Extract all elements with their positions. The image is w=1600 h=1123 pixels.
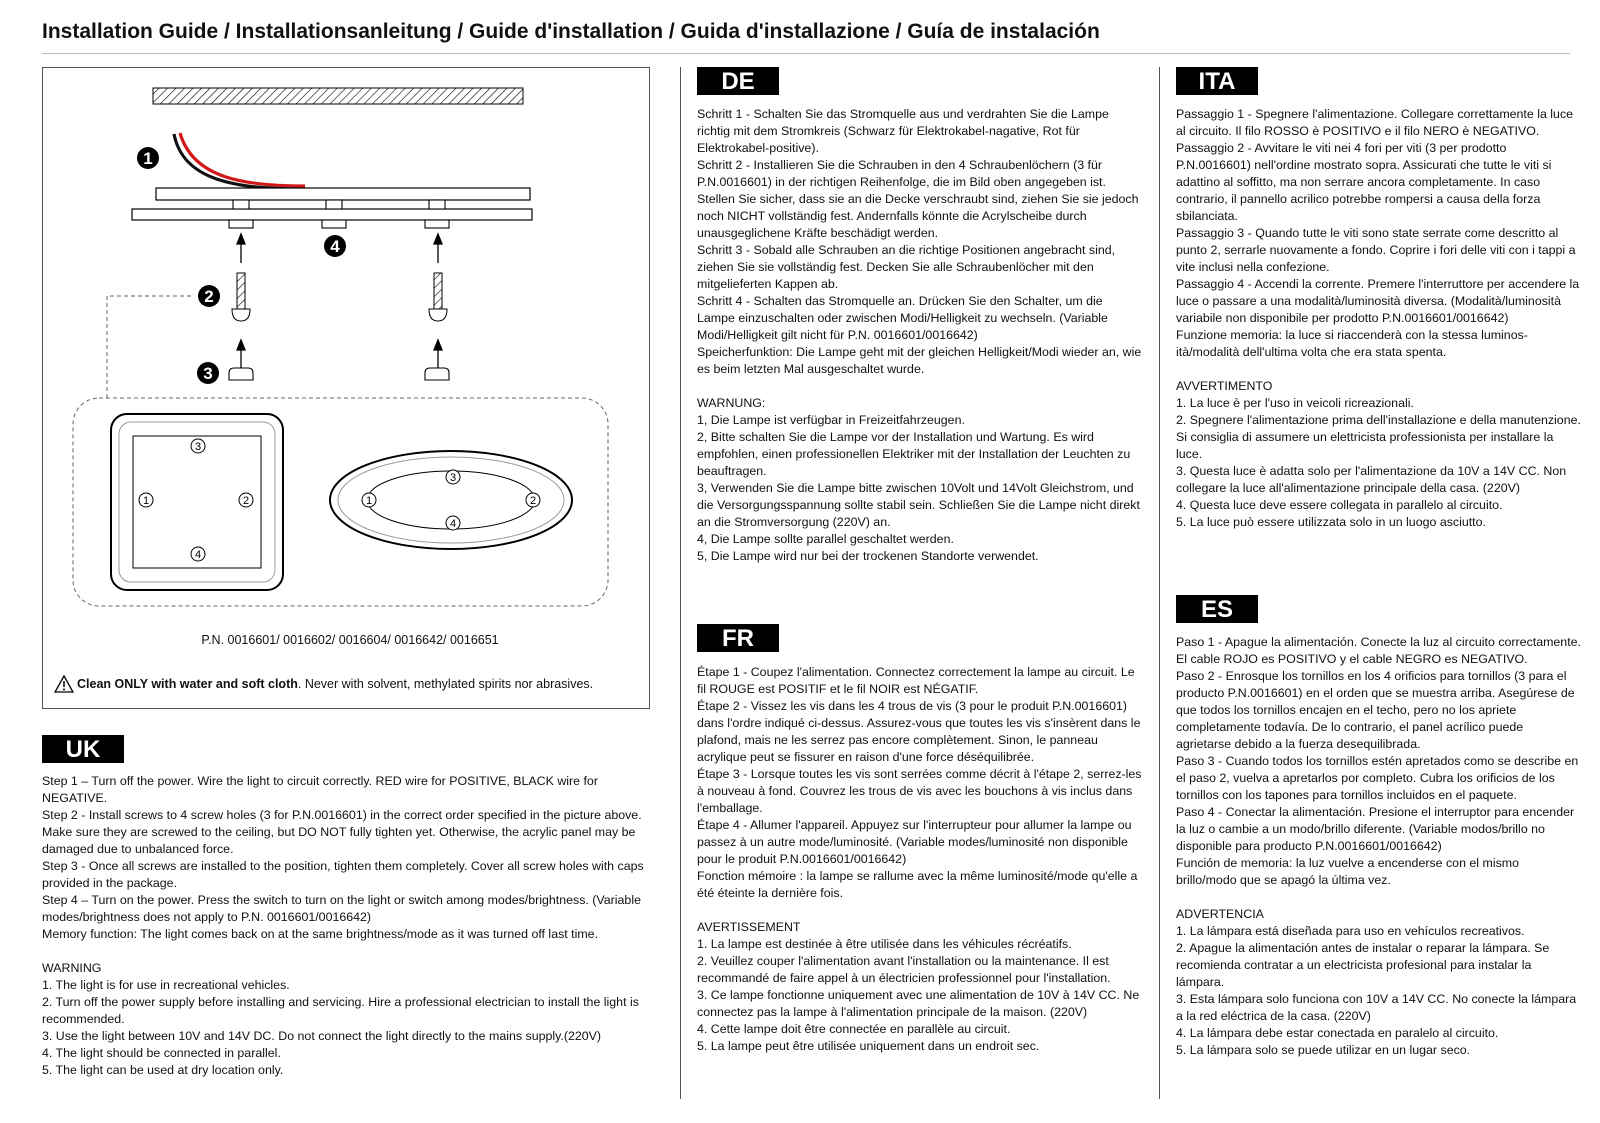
uk-warning: 5. The light can be used at dry location only.	[42, 1063, 284, 1077]
ita-warning: 5. La luce può essere utilizzata solo in un luogo asciutto.	[1176, 515, 1486, 529]
section-ita	[1176, 106, 1581, 531]
de-warning: 1, Die Lampe ist verfügbar in Freizeitfahrzeugen.	[697, 413, 965, 427]
es-warning: 4. La lámpara debe estar conectada en paralelo al circuito.	[1176, 1026, 1499, 1040]
ita-warning: 1. La luce è per l'uso in veicoli ricreazionali.	[1176, 396, 1414, 410]
es-step: Paso 1 - Apague la alimentación. Conecte la luz al circuito correctamente. El cable ROJO es POSITIVO y el cable NEGRO es NEGATIVO.	[1176, 635, 1581, 666]
fr-warning-title: AVERTISSEMENT	[697, 920, 801, 934]
uk-step: Step 2 - Install screws to 4 screw holes (3 for P.N.0016601) in the correct order specified in the picture above. Make sure they are screwed to the ceiling, but DO NOT fully tighten yet. Otherwise, the acrylic panel may be damaged due to unbalanced force.	[42, 808, 642, 856]
es-memory: Función de memoria: la luz vuelve a encenderse con el mismo brillo/modo que se apagó la última vez.	[1176, 856, 1519, 887]
uk-warning-title: WARNING	[42, 961, 102, 975]
red-wire	[180, 133, 305, 186]
es-warning: 5. La lámpara solo se puede utilizar en un lugar seco.	[1176, 1043, 1471, 1057]
fr-warning: 4. Cette lampe doit être connectée en parallèle au circuit.	[697, 1022, 1011, 1036]
diagram-drawing	[43, 68, 651, 710]
page-title: Installation Guide / Installationsanleitung / Guide d'installation / Guida d'installazione / Guía de instalación	[42, 20, 1100, 43]
oval-label-3: 3	[449, 472, 457, 484]
installation-diagram	[42, 67, 650, 709]
fr-step: Étape 1 - Coupez l'alimentation. Connectez correctement la lampe au circuit. Le fil ROUGE est POSITIF et le fil NOIR est NÉGATIF.	[697, 665, 1135, 696]
es-warning: 1. La lámpara está diseñada para uso en vehículos recreativos.	[1176, 924, 1525, 938]
de-step: Schritt 1 - Schalten Sie das Stromquelle aus und verdrahten Sie die Lampe richtig mit dem Stromkreis (Schwarz für Elektrokabel-nagative, Rot für Elektrokabel-positive).	[697, 107, 1109, 155]
clean-bold-text: Clean ONLY with water and soft cloth	[77, 677, 298, 691]
section-fr	[697, 664, 1147, 1055]
ita-warning: 4. Questa luce deve essere collegata in parallelo al circuito.	[1176, 498, 1503, 512]
ita-step: Passaggio 2 - Avvitare le viti nei 4 fori per viti (3 per prodotto P.N.0016601) nell'ordine mostrato sopra. Assicurati che tutte le viti si adattino al soffitto, ma non serrare ancora completamente. In caso contrario, il pannello acrilico potrebbe rompersi a causa della forza sbilanciata.	[1176, 141, 1552, 223]
column-divider	[680, 67, 681, 1099]
lamp-top-plate	[156, 188, 530, 200]
screw-icon	[232, 273, 447, 321]
fr-warning: 1. La lampe est destinée à être utilisée dans les véhicules récréatifs.	[697, 937, 1072, 951]
uk-warning: 4. The light should be connected in parallel.	[42, 1046, 281, 1060]
callout-1-text: 1	[143, 149, 153, 168]
ita-memory: Funzione memoria: la luce si riaccenderà con la stessa luminos-ità/modalità dell'ultima volta che era stata spenta.	[1176, 328, 1528, 359]
warning-triangle-icon	[54, 675, 74, 693]
de-warning-title: WARNUNG:	[697, 396, 766, 410]
es-step: Paso 3 - Cuando todos los tornillos estén apretados como se describe en el paso 2, vuelva a apretarlos por completo. Cubra los orificios de los tornillos con los tapones para tornillos incluidos en el paquete.	[1176, 754, 1579, 802]
ceiling	[153, 88, 523, 104]
uk-step: Step 1 – Turn off the power. Wire the light to circuit correctly. RED wire for POSITIVE, BLACK wire for NEGATIVE.	[42, 774, 598, 805]
de-warning: 3, Verwenden Sie die Lampe bitte zwischen 10Volt und 14Volt Gleichstrom, und die Versorgungsspannung sollte stabil sein. Schließen Sie die Lampe nicht direkt an die Stromversorgung (220V) an.	[697, 481, 1140, 529]
es-step: Paso 2 - Enrosque los tornillos en los 4 orificios para tornillos (3 para el producto P.N.0016601) en el orden que se muestra arriba. Asegúrese de que todos los tornillos encajen en el techo, pero no los apriete completamente todavía. De lo contrario, el panel acrílico puede agrietarse debido a la fuerza desequilibrada.	[1176, 669, 1575, 751]
oval-label-4: 4	[449, 518, 457, 530]
es-warning: 2. Apague la alimentación antes de instalar o reparar la lámpara. Se recomienda contratar a un electricista profesional para instalar la lámpara.	[1176, 941, 1550, 989]
callout-2-text: 2	[204, 287, 214, 306]
title-divider	[42, 53, 1570, 54]
es-warning: 3. Esta lámpara solo funciona con 10V a 14V CC. No conecte la lámpara a la red eléctrica de la casa. (220V)	[1176, 992, 1577, 1023]
de-memory: Speicherfunktion: Die Lampe geht mit der gleichen Helligkeit/Modi wieder an, wie es beim letzten Mal ausgeschaltet wurde.	[697, 345, 1142, 376]
de-warning: 5, Die Lampe wird nur bei der trockenen Standorte verwendet.	[697, 549, 1039, 563]
fr-warning: 3. Ce lampe fonctionne uniquement avec une alimentation de 10V à 14V CC. Ne connectez pas la lampe à l'alimentation principale de la maison. (220V)	[697, 988, 1140, 1019]
ita-warning-title: AVVERTIMENTO	[1176, 379, 1273, 393]
fr-memory: Fonction mémoire : la lampe se rallume avec la même luminosité/mode qu'elle a été éteinte la dernière fois.	[697, 869, 1138, 900]
de-step: Schritt 3 - Sobald alle Schrauben an die richtige Positionen angebracht sind, ziehen Sie sie vollständig fest. Decken Sie alle Schraubenlöcher mit den mitgelieferten Kappen ab.	[697, 243, 1116, 291]
lamp-panel	[132, 209, 532, 220]
fr-step: Étape 2 - Vissez les vis dans les 4 trous de vis (3 pour le produit P.N.0016601) dans l'ordre indiqué ci-dessus. Assurez-vous que toutes les vis s'insèrent dans le plafond, mais ne les serrez pas encore complètement. Sinon, le panneau acrylique peut se fissurer en raison d'une force déséquilibrée.	[697, 699, 1141, 764]
de-step: Schritt 4 - Schalten das Stromquelle an. Drücken Sie den Schalter, um die Lampe einzuschalten oder zwischen Modi/Helligkeit zu wechseln. (Variable Modi/Helligkeit gilt nicht für P.N. 0016601/0016642)	[697, 294, 1108, 342]
de-warning: 2, Bitte schalten Sie die Lampe vor der Installation und Wartung. Es wird empfohlen, einen professionellen Elektriker mit der Installation der Leuchten zu beauftragen.	[697, 430, 1131, 478]
uk-step: Step 3 - Once all screws are installed to the position, tighten them completely. Cover all screw holes with caps provided in the package.	[42, 859, 644, 890]
fr-warning: 5. La lampe peut être utilisée uniquement dans un endroit sec.	[697, 1039, 1040, 1053]
uk-step: Step 4 – Turn on the power. Press the switch to turn on the light or switch among modes/brightness. (Variable modes/brightness does not apply to P.N. 0016601/0016642)	[42, 893, 641, 924]
ita-warning: 2. Spegnere l'alimentazione prima dell'installazione e della manutenzione. Si consiglia di assumere un elettricista professionista per installare la luce.	[1176, 413, 1581, 461]
callout-4-text: 4	[330, 237, 340, 256]
fr-step: Étape 4 - Allumer l'appareil. Appuyez sur l'interrupteur pour allumer la lampe ou passez à un autre mode/luminosité. (Variable modes/luminosité non disponible pour le produit P.N.0016601/0016642)	[697, 818, 1132, 866]
fr-step: Étape 3 - Lorsque toutes les vis sont serrées comme décrit à l'étape 2, serrez-les à nouveau à fond. Couvrez les trous de vis avec les bouchons à vis inclus dans l'emballage.	[697, 767, 1142, 815]
ita-step: Passaggio 1 - Spegnere l'alimentazione. Collegare correttamente la luce al circuito. Il filo ROSSO è POSITIVO e il filo NERO è NEGATIVO.	[1176, 107, 1574, 138]
oval-label-2: 2	[529, 495, 537, 507]
uk-memory: Memory function: The light comes back on at the same brightness/mode as it was turned off last time.	[42, 927, 599, 941]
square-label-1: 1	[142, 495, 150, 507]
square-label-3: 3	[194, 441, 202, 453]
uk-warning: 3. Use the light between 10V and 14V DC. Do not connect the light directly to the mains supply.(220V)	[42, 1029, 602, 1043]
badge-de: DE	[697, 67, 779, 95]
badge-uk: UK	[42, 735, 124, 763]
square-label-4: 4	[194, 549, 202, 561]
cleaning-notice	[54, 675, 593, 693]
de-step: Schritt 2 - Installieren Sie die Schrauben in den 4 Schraubenlöchern (3 für P.N.0016601) in der richtigen Reihenfolge, die im Bild oben angegeben ist. Stellen Sie sicher, dass sie an die Decke verschraubt sind, ziehen Sie sie jedoch noch NICHT vollständig fest. Andernfalls könnte die Acrylscheibe durch unausgeglichene Kräfte beschädigt werden.	[697, 158, 1139, 240]
badge-ita: ITA	[1176, 67, 1258, 95]
es-warning-title: ADVERTENCIA	[1176, 907, 1264, 921]
section-de	[697, 106, 1142, 565]
badge-fr: FR	[697, 624, 779, 652]
uk-warning: 1. The light is for use in recreational vehicles.	[42, 978, 290, 992]
oval-label-1: 1	[365, 495, 373, 507]
es-step: Paso 4 - Conectar la alimentación. Presione el interruptor para encender la luz o cambie a un modo/brillo diferente. (Variable modos/brillo no disponible para producto P.N.0016601/0016642)	[1176, 805, 1575, 853]
ita-step: Passaggio 4 - Accendi la corrente. Premere l'interruttore per accendere la luce o passare a una modalità/luminosità diversa. (Modalità/luminosità variabile non disponibile per prodotto P.N.0016601/0016642)	[1176, 277, 1580, 325]
fr-warning: 2. Veuillez couper l'alimentation avant l'installation ou la maintenance. Il est recommandé de faire appel à un électricien professionnel pour l'installation.	[697, 954, 1111, 985]
section-uk	[42, 773, 657, 1079]
uk-warning: 2. Turn off the power supply before installing and servicing. Hire a professional electrician to install the light is recommended.	[42, 995, 639, 1026]
section-es	[1176, 634, 1581, 1059]
ita-warning: 3. Questa luce è adatta solo per l'alimentazione da 10V a 14V CC. Non collegare la luce all'alimentazione principale della casa. (220V)	[1176, 464, 1567, 495]
badge-es: ES	[1176, 595, 1258, 623]
column-divider	[1159, 67, 1160, 1099]
callout-3-text: 3	[203, 364, 213, 383]
clean-rest-text: . Never with solvent, methylated spirits nor abrasives.	[297, 677, 594, 691]
ita-step: Passaggio 3 - Quando tutte le viti sono state serrate come descritto al punto 2, serrarle nuovamente a fondo. Coprire i fori delle viti con i tappi a vite inclusi nella confezione.	[1176, 226, 1576, 274]
part-numbers: P.N. 0016601/ 0016602/ 0016604/ 0016642/ 0016651	[201, 633, 499, 647]
cap-icon	[229, 368, 449, 380]
de-warning: 4, Die Lampe sollte parallel geschaltet werden.	[697, 532, 954, 546]
square-label-2: 2	[242, 495, 250, 507]
